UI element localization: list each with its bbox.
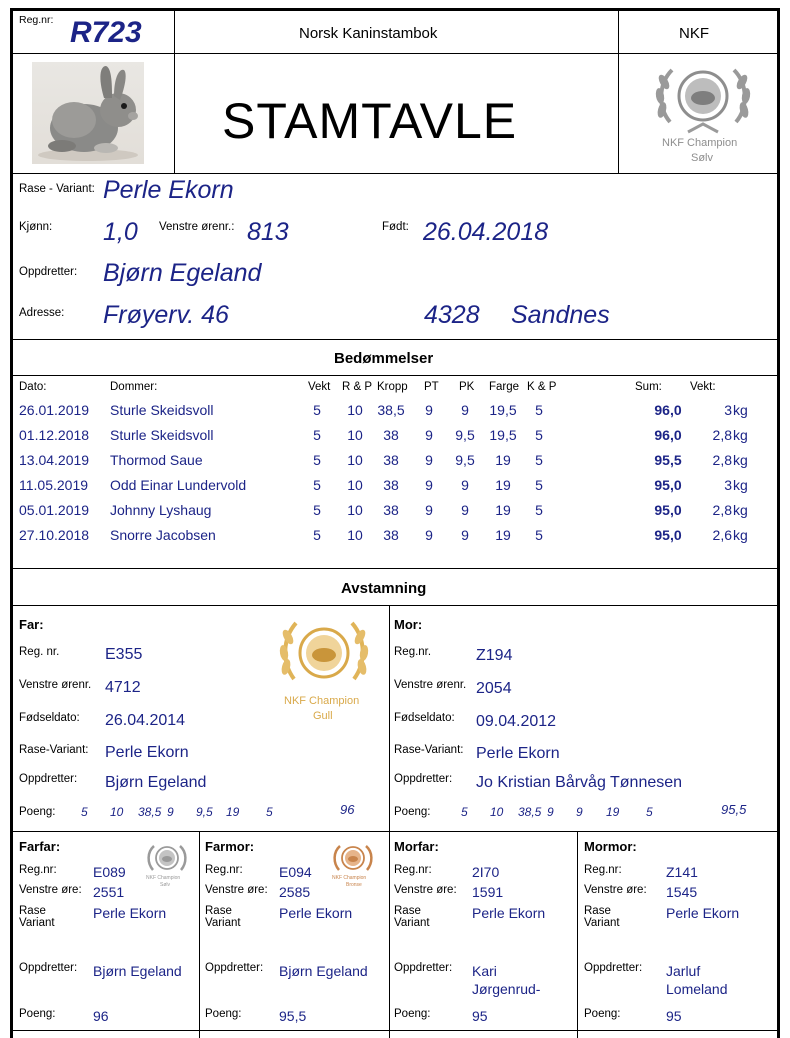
mor-poeng-2: 10	[490, 805, 504, 819]
org-name: NKF	[679, 25, 709, 42]
rabbit-photo	[32, 62, 144, 164]
grand-rase-label: Rase	[394, 905, 421, 917]
cell-rp: 10	[347, 477, 363, 493]
grand-reg-value: Z141	[666, 864, 698, 880]
grand-title: Mormor:	[584, 839, 637, 854]
postnr-value: 4328	[424, 301, 480, 329]
cell-dato: 01.12.2018	[19, 427, 90, 443]
grand-reg-value: E094	[279, 864, 312, 880]
grand-oppdretter-label: Oppdretter:	[394, 962, 453, 974]
cell-dato: 13.04.2019	[19, 452, 90, 468]
ancestry-title: Avstamning	[341, 580, 427, 597]
grand-title: Morfar:	[394, 839, 439, 854]
far-poeng-2: 10	[110, 805, 124, 819]
grand-ear-label: Venstre øre:	[394, 884, 457, 896]
divider	[13, 568, 778, 569]
col-pt: PT	[424, 381, 439, 393]
cell-kp: 5	[535, 402, 543, 418]
grand-poeng-value: 95,5	[279, 1008, 307, 1024]
cell-pk: 9,5	[455, 427, 475, 443]
grand-variant-label: Variant	[584, 917, 620, 929]
cell-weight: 2,6	[712, 527, 732, 543]
fodt-value: 26.04.2018	[423, 218, 549, 246]
reg-label: Reg.nr:	[19, 14, 54, 26]
judgements-title: Bedømmelser	[334, 350, 434, 367]
champion-badge-bronze	[330, 842, 376, 890]
cell-dommer: Snorre Jacobsen	[110, 527, 216, 543]
divider	[199, 831, 200, 1038]
cell-kropp: 38	[383, 427, 399, 443]
badge-line1: NKF Champion	[332, 875, 367, 881]
cell-weight: 2,8	[712, 502, 732, 518]
grand-poeng-label: Poeng:	[19, 1008, 56, 1020]
cell-pt: 9	[425, 502, 433, 518]
col-farge: Farge	[489, 381, 520, 393]
cell-dommer: Johnny Lyshaug	[110, 502, 212, 518]
cell-pk: 9	[461, 527, 469, 543]
grand-rase-value: Perle Ekorn	[472, 905, 546, 921]
cell-sum: 95,0	[654, 527, 682, 543]
cell-weight: 3	[724, 477, 732, 493]
cell-unit: kg	[733, 527, 748, 543]
cell-sum: 96,0	[654, 402, 682, 418]
laurel-icon	[144, 842, 190, 876]
cell-pk: 9	[461, 502, 469, 518]
grand-title: Farfar:	[19, 839, 61, 854]
kjonn-label: Kjønn:	[19, 221, 53, 233]
page-title: STAMTAVLE	[222, 93, 518, 149]
cell-farge: 19	[495, 502, 511, 518]
divider	[13, 53, 778, 54]
reg-number: R723	[70, 16, 142, 49]
mor-reg-value: Z194	[476, 647, 513, 664]
badge-line2: Sølv	[160, 882, 170, 888]
gold-badge-line1: NKF Champion	[284, 695, 360, 707]
grand-oppdretter-value-2: Jørgenrud-	[472, 981, 541, 997]
divider	[618, 11, 619, 173]
grand-ear-value: 1545	[666, 884, 698, 900]
grand-oppdretter-label: Oppdretter:	[19, 962, 78, 974]
cell-pk: 9	[461, 402, 469, 418]
champion-badge-silver	[144, 842, 190, 890]
mor-oppdretter-value: Jo Kristian Bårvåg Tønnesen	[476, 774, 683, 791]
grand-poeng-value: 96	[93, 1008, 109, 1024]
col-vekt: Vekt	[308, 381, 331, 393]
col-kropp: Kropp	[377, 381, 408, 393]
cell-kropp: 38	[383, 502, 399, 518]
cell-sum: 95,0	[654, 502, 682, 518]
grand-ear-label: Venstre øre:	[584, 884, 647, 896]
cell-dato: 05.01.2019	[19, 502, 90, 518]
col-sum: Sum:	[635, 381, 662, 393]
divider	[13, 375, 778, 376]
cell-farge: 19	[495, 527, 511, 543]
cell-pt: 9	[425, 477, 433, 493]
far-ear-label: Venstre ørenr.	[19, 679, 92, 691]
cell-vekt: 5	[313, 477, 321, 493]
grand-oppdretter-value: Bjørn Egeland	[93, 963, 182, 979]
mor-reg-label: Reg.nr.	[394, 646, 432, 658]
cell-dommer: Sturle Skeidsvoll	[110, 402, 214, 418]
cell-unit: kg	[733, 477, 748, 493]
rase-value: Perle Ekorn	[103, 176, 234, 204]
cell-farge: 19,5	[489, 402, 517, 418]
grand-oppdretter-value: Bjørn Egeland	[279, 963, 368, 979]
grand-poeng-value: 95	[666, 1008, 682, 1024]
cell-unit: kg	[733, 502, 748, 518]
adresse-value: Frøyerv. 46	[103, 301, 229, 329]
cell-farge: 19,5	[489, 427, 517, 443]
divider	[13, 831, 778, 832]
grand-reg-label: Reg.nr:	[394, 864, 432, 876]
cell-kropp: 38	[383, 527, 399, 543]
col-dommer: Dommer:	[110, 381, 158, 393]
far-poeng-label: Poeng:	[19, 806, 56, 818]
ear-label: Venstre ørenr.:	[159, 221, 235, 233]
grand-oppdretter-value: Jarluf	[666, 963, 701, 979]
cell-dommer: Sturle Skeidsvoll	[110, 427, 214, 443]
cell-vekt: 5	[313, 452, 321, 468]
cell-pk: 9,5	[455, 452, 475, 468]
champion-badge-gold	[276, 615, 372, 727]
grand-oppdretter-value: Kari	[472, 963, 497, 979]
grand-rase-label: Rase	[205, 905, 232, 917]
grand-reg-label: Reg.nr:	[19, 864, 57, 876]
divider	[13, 605, 778, 606]
divider	[13, 173, 778, 174]
mor-poeng-7: 5	[646, 805, 653, 819]
mor-poeng-label: Poeng:	[394, 806, 431, 818]
cell-kropp: 38,5	[377, 402, 405, 418]
grand-title: Farmor:	[205, 839, 255, 854]
grand-rase-label: Rase	[584, 905, 611, 917]
mor-poeng-3: 38,5	[518, 805, 542, 819]
grand-ear-label: Venstre øre:	[205, 884, 268, 896]
cell-kropp: 38	[383, 452, 399, 468]
grand-ear-value: 2551	[93, 884, 125, 900]
far-oppdretter-label: Oppdretter:	[19, 773, 78, 785]
grand-ear-value: 1591	[472, 884, 504, 900]
cell-dato: 26.01.2019	[19, 402, 90, 418]
mor-ear-value: 2054	[476, 680, 512, 697]
divider	[174, 11, 175, 173]
cell-dato: 11.05.2019	[19, 477, 89, 493]
laurel-icon	[330, 842, 376, 876]
mor-rase-label: Rase-Variant:	[394, 744, 464, 756]
grand-poeng-label: Poeng:	[394, 1008, 431, 1020]
mor-dob-label: Fødseldato:	[394, 712, 455, 724]
cell-rp: 10	[347, 402, 363, 418]
adresse-label: Adresse:	[19, 307, 65, 319]
grand-rase-value: Perle Ekorn	[279, 905, 353, 921]
cell-weight: 3	[724, 402, 732, 418]
cell-kp: 5	[535, 477, 543, 493]
cell-rp: 10	[347, 502, 363, 518]
grand-ear-value: 2585	[279, 884, 311, 900]
far-poeng-sum: 96	[340, 802, 355, 817]
cell-kropp: 38	[383, 477, 399, 493]
cell-kp: 5	[535, 452, 543, 468]
far-rase-value: Perle Ekorn	[105, 744, 189, 761]
mor-poeng-4: 9	[547, 805, 554, 819]
far-dob-label: Fødseldato:	[19, 712, 80, 724]
rase-label: Rase - Variant:	[19, 183, 95, 195]
laurel-icon	[276, 615, 372, 695]
far-poeng-3: 38,5	[138, 805, 162, 819]
grand-rase-label: Rase	[19, 905, 46, 917]
far-poeng-4: 9	[167, 805, 174, 819]
cell-farge: 19	[495, 477, 511, 493]
cell-rp: 10	[347, 427, 363, 443]
grand-oppdretter-label: Oppdretter:	[584, 962, 643, 974]
mor-poeng-1: 5	[461, 805, 468, 819]
cell-dato: 27.10.2018	[19, 527, 90, 543]
far-oppdretter-value: Bjørn Egeland	[105, 774, 207, 791]
laurel-icon	[648, 60, 758, 140]
grand-reg-value: E089	[93, 864, 126, 880]
cell-vekt: 5	[313, 427, 321, 443]
ear-value: 813	[247, 218, 289, 246]
sted-value: Sandnes	[511, 301, 610, 329]
cell-pt: 9	[425, 427, 433, 443]
divider	[577, 831, 578, 1038]
cell-rp: 10	[347, 452, 363, 468]
mor-poeng-6: 19	[606, 805, 620, 819]
grand-poeng-label: Poeng:	[584, 1008, 621, 1020]
mor-ear-label: Venstre ørenr.	[394, 679, 467, 691]
cell-kp: 5	[535, 527, 543, 543]
kjonn-value: 1,0	[103, 218, 138, 246]
cell-unit: kg	[733, 402, 748, 418]
cell-farge: 19	[495, 452, 511, 468]
col-kp: K & P	[527, 381, 557, 393]
col-weight: Vekt:	[690, 381, 716, 393]
far-reg-value: E355	[105, 646, 143, 663]
cell-weight: 2,8	[712, 452, 732, 468]
far-poeng-6: 19	[226, 805, 240, 819]
gold-badge-line2: Gull	[313, 710, 333, 722]
grand-variant-label: Variant	[394, 917, 430, 929]
cell-pt: 9	[425, 452, 433, 468]
grand-variant-label: Variant	[19, 917, 55, 929]
divider	[13, 339, 778, 340]
far-poeng-5: 9,5	[196, 805, 213, 819]
grand-ear-label: Venstre øre:	[19, 884, 82, 896]
grand-variant-label: Variant	[205, 917, 241, 929]
cell-sum: 96,0	[654, 427, 682, 443]
mor-poeng-sum: 95,5	[721, 802, 747, 817]
champion-badge	[648, 60, 758, 170]
far-dob-value: 26.04.2014	[105, 712, 186, 729]
col-dato: Dato:	[19, 381, 47, 393]
grand-oppdretter-value-2: Lomeland	[666, 981, 728, 997]
oppdretter-label: Oppdretter:	[19, 266, 78, 278]
cell-kp: 5	[535, 502, 543, 518]
divider	[13, 1030, 778, 1031]
badge-line1: NKF Champion	[662, 137, 738, 149]
grand-poeng-value: 95	[472, 1008, 488, 1024]
col-pk: PK	[459, 381, 475, 393]
divider	[389, 605, 390, 1038]
far-poeng-1: 5	[81, 805, 88, 819]
far-ear-value: 4712	[105, 679, 141, 696]
badge-line2: Bronse	[346, 882, 362, 888]
fodt-label: Født:	[382, 221, 409, 233]
mor-poeng-5: 9	[576, 805, 583, 819]
badge-line2: Sølv	[691, 152, 713, 164]
grand-rase-value: Perle Ekorn	[93, 905, 167, 921]
mor-rase-value: Perle Ekorn	[476, 745, 560, 762]
far-reg-label: Reg. nr.	[19, 646, 60, 658]
far-rase-label: Rase-Variant:	[19, 744, 89, 756]
cell-kp: 5	[535, 427, 543, 443]
cell-pk: 9	[461, 477, 469, 493]
mor-dob-value: 09.04.2012	[476, 713, 557, 730]
grand-reg-value: 2I70	[472, 864, 500, 880]
cell-unit: kg	[733, 427, 748, 443]
cell-vekt: 5	[313, 502, 321, 518]
cell-vekt: 5	[313, 527, 321, 543]
cell-pt: 9	[425, 527, 433, 543]
registry-name: Norsk Kaninstambok	[299, 25, 438, 42]
far-poeng-7: 5	[266, 805, 273, 819]
cell-sum: 95,5	[654, 452, 682, 468]
cell-sum: 95,0	[654, 477, 682, 493]
cell-vekt: 5	[313, 402, 321, 418]
grand-rase-value: Perle Ekorn	[666, 905, 740, 921]
grand-oppdretter-label: Oppdretter:	[205, 962, 264, 974]
cell-unit: kg	[733, 452, 748, 468]
far-title: Far:	[19, 617, 44, 632]
mor-title: Mor:	[394, 617, 423, 632]
grand-poeng-label: Poeng:	[205, 1008, 242, 1020]
cell-dommer: Thormod Saue	[110, 452, 203, 468]
cell-rp: 10	[347, 527, 363, 543]
mor-oppdretter-label: Oppdretter:	[394, 773, 453, 785]
col-rp: R & P	[342, 381, 373, 393]
grand-reg-label: Reg.nr:	[205, 864, 243, 876]
grand-reg-label: Reg.nr:	[584, 864, 622, 876]
cell-dommer: Odd Einar Lundervold	[110, 477, 247, 493]
badge-line1: NKF Champion	[146, 875, 181, 881]
cell-weight: 2,8	[712, 427, 732, 443]
oppdretter-value: Bjørn Egeland	[103, 259, 262, 287]
cell-pt: 9	[425, 402, 433, 418]
